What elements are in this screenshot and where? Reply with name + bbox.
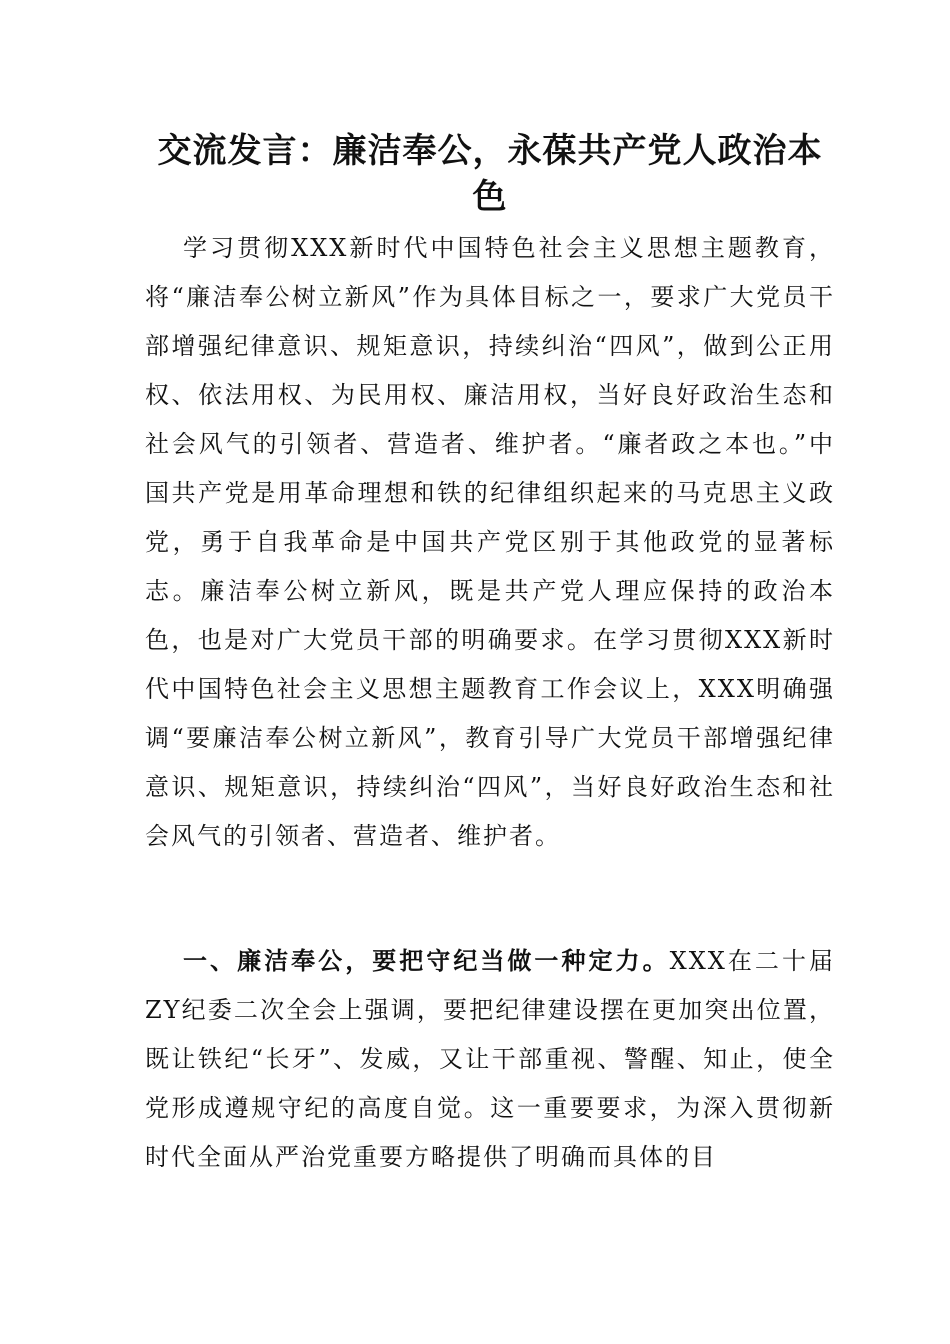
paragraph-intro-text: 学习贯彻XXX新时代中国特色社会主义思想主题教育，将“廉洁奉公树立新风”作为具体目标之一，要求广大党员干部增强纪律意识、规矩意识，持续纠治“四风”，做到公正用权、依法用权、为民用权、廉洁用权，当好良好政治生态和社会风气的引领者、营造者、维护者。“廉者政之本也。”中国共产党是用革命理想和铁的纪律组织起来的马克思主义政党，勇于自我革命是中国共产党区别于其他政党的显著标志。廉洁奉公树立新风，既是共产党人理应保持的政治本色，也是对广大党员干部的明确要求。在学习贯彻XXX新时代中国特色社会主义思想主题教育工作会议上，XXX明确强调“要廉洁奉公树立新风”，教育引导广大党员干部增强纪律意识、规矩意识，持续纠治“四风”，当好良好政治生态和社会风气的引领者、营造者、维护者。: [145, 234, 835, 850]
paragraph-section-one: [145, 936, 835, 1182]
paragraph-intro: [145, 224, 835, 861]
section-one-text: XXX在二十届ZY纪委二次全会上强调，要把纪律建设摆在更加突出位置，既让铁纪“长牙”、发威，又让干部重视、警醒、知止，使全党形成遵规守纪的高度自觉。这一重要要求，为深入贯彻新时代全面从严治党重要方略提供了明确而具体的目: [145, 947, 836, 1171]
section-one-heading: 一、廉洁奉公，要把守纪当做一种定力。: [183, 946, 670, 975]
document-title: 交流发言：廉洁奉公，永葆共产党人政治本色: [157, 131, 823, 217]
